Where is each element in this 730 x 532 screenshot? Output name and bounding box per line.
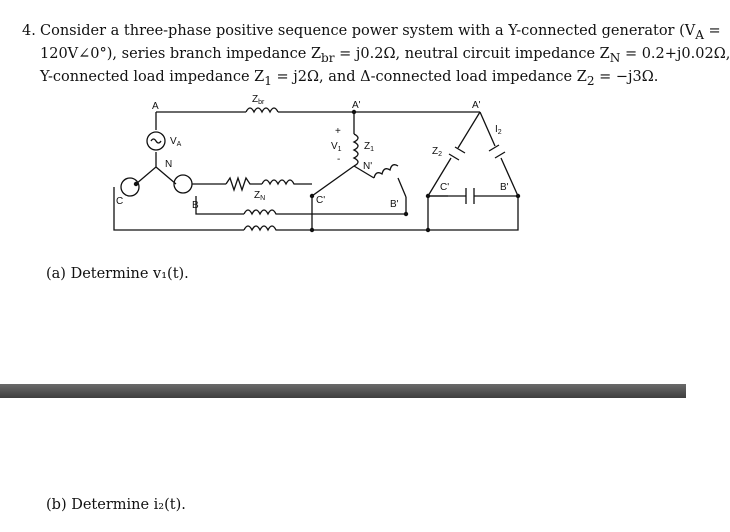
wire-c: [114, 187, 244, 230]
capacitor-i2-icon: [489, 145, 505, 158]
label-c: C: [116, 196, 124, 207]
inductor-c-icon: [244, 226, 428, 230]
label-v1: $V_1$: [331, 141, 342, 153]
delta-right-leg: [480, 112, 518, 196]
source-b-icon: [174, 175, 192, 193]
label-minus: -: [337, 154, 341, 165]
inductor-b-icon: [244, 210, 406, 214]
label-z2: $Z_2$: [432, 146, 443, 158]
label-a1: A': [352, 100, 361, 111]
label-b1: B': [390, 199, 399, 210]
delta-bottom-leg: [428, 196, 518, 230]
problem-number: 4.: [22, 23, 36, 39]
label-c1: C': [316, 195, 326, 206]
label-c2: C': [440, 182, 450, 193]
label-va: $V_A$: [170, 136, 182, 148]
part-a: (a) Determine v₁(t).: [46, 266, 189, 282]
label-z1: $Z_1$: [364, 141, 375, 153]
label-a2: A': [472, 100, 481, 111]
wire-b: [196, 196, 244, 214]
inductor-zn-icon: [262, 180, 312, 184]
label-n1: N': [363, 161, 373, 172]
label-b: B: [192, 200, 199, 211]
label-zbr: $Z_{br}$: [252, 94, 265, 106]
label-n: N: [165, 159, 173, 170]
problem-line-2: 120V∠0°), series branch impedance $Z_{br} = j0.2\Omega$, neutral circuit impedance $Z_N = 0.2+j0.02\Omega$,: [40, 45, 730, 65]
label-a: A: [152, 101, 159, 112]
circuit-diagram: [106, 92, 536, 242]
source-c-icon: [121, 178, 139, 196]
page-divider: [0, 384, 686, 398]
label-b2: B': [500, 182, 509, 193]
problem-line-3: Y-connected load impedance $Z_1 = j2\Omega$, and Δ-connected load impedance $Z_2 = -j3\Omega$.: [40, 68, 659, 88]
problem-statement: [22, 22, 730, 91]
problem-line-1: 4. Consider a three-phase positive sequence power system with a Y-connected generator ($V_A$ =: [22, 23, 721, 42]
inductor-z1-icon: [354, 134, 358, 166]
capacitor-z2-icon: [449, 147, 465, 160]
part-b: (b) Determine i₂(t).: [46, 497, 186, 513]
label-plus: +: [335, 126, 341, 137]
wire-neutral: [192, 178, 262, 190]
capacitor-bottom-icon: [466, 188, 474, 204]
label-i2: $I_2$: [495, 124, 502, 136]
wire-gen-a: [136, 112, 246, 184]
label-zn: $Z_N$: [254, 190, 266, 202]
inductor-zbr-icon: [246, 108, 278, 112]
inductor-zb-load-icon: [374, 165, 406, 197]
